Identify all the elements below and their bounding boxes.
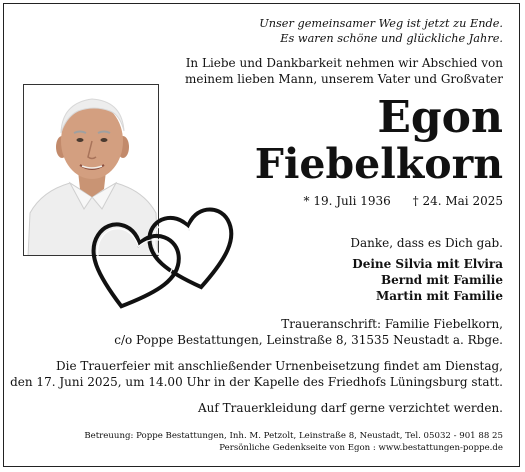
family-member: Martin mit Familie: [375, 289, 503, 303]
ceremony-text: [10, 358, 503, 390]
footer: [84, 430, 503, 454]
motto-line-1: Unser gemeinsamer Weg ist jetzt zu Ende.: [259, 17, 503, 30]
last-name: Fiebelkorn: [254, 140, 503, 188]
clothing-note: Auf Trauerkleidung darf gerne verzichtet werden.: [197, 401, 503, 415]
ceremony-line-2: den 17. Juni 2025, um 14.00 Uhr in der Kapelle des Friedhofs Lüningsburg statt.: [10, 375, 503, 389]
ceremony-line-1: Die Trauerfeier mit anschließender Urnenbeisetzung findet am Dienstag,: [56, 359, 503, 373]
two-hearts-icon: [78, 186, 242, 316]
footer-line-2: Persönliche Gedenkseite von Egon : www.bestattungen-poppe.de: [219, 443, 503, 453]
address-line-2: c/o Poppe Bestattungen, Leinstraße 8, 31535 Neustadt a. Rbge.: [114, 333, 503, 347]
life-dates: [304, 194, 503, 208]
address-line-1: Traueranschrift: Familie Fiebelkorn,: [281, 317, 503, 331]
family-list: [352, 256, 503, 304]
motto: [259, 16, 503, 46]
motto-line-2: Es waren schöne und glückliche Jahre.: [280, 32, 503, 45]
thanks-line: Danke, dass es Dich gab.: [350, 236, 503, 250]
intro-line-1: In Liebe und Dankbarkeit nehmen wir Abschied von: [185, 56, 503, 70]
footer-line-1: Betreuung: Poppe Bestattungen, Inh. M. Petzolt, Leinstraße 8, Neustadt, Tel. 05032 - 901 88 25: [84, 431, 503, 441]
intro-line-2: meinem lieben Mann, unserem Vater und Großvater: [184, 71, 503, 86]
birth-date: * 19. Juli 1936: [303, 194, 391, 208]
mourning-address: [114, 316, 503, 348]
family-member: Deine Silvia mit Elvira: [352, 257, 503, 271]
first-name: Egon: [377, 92, 503, 143]
family-member: Bernd mit Familie: [380, 273, 503, 287]
death-date: † 24. Mai 2025: [412, 194, 503, 208]
intro-text: [185, 56, 503, 87]
